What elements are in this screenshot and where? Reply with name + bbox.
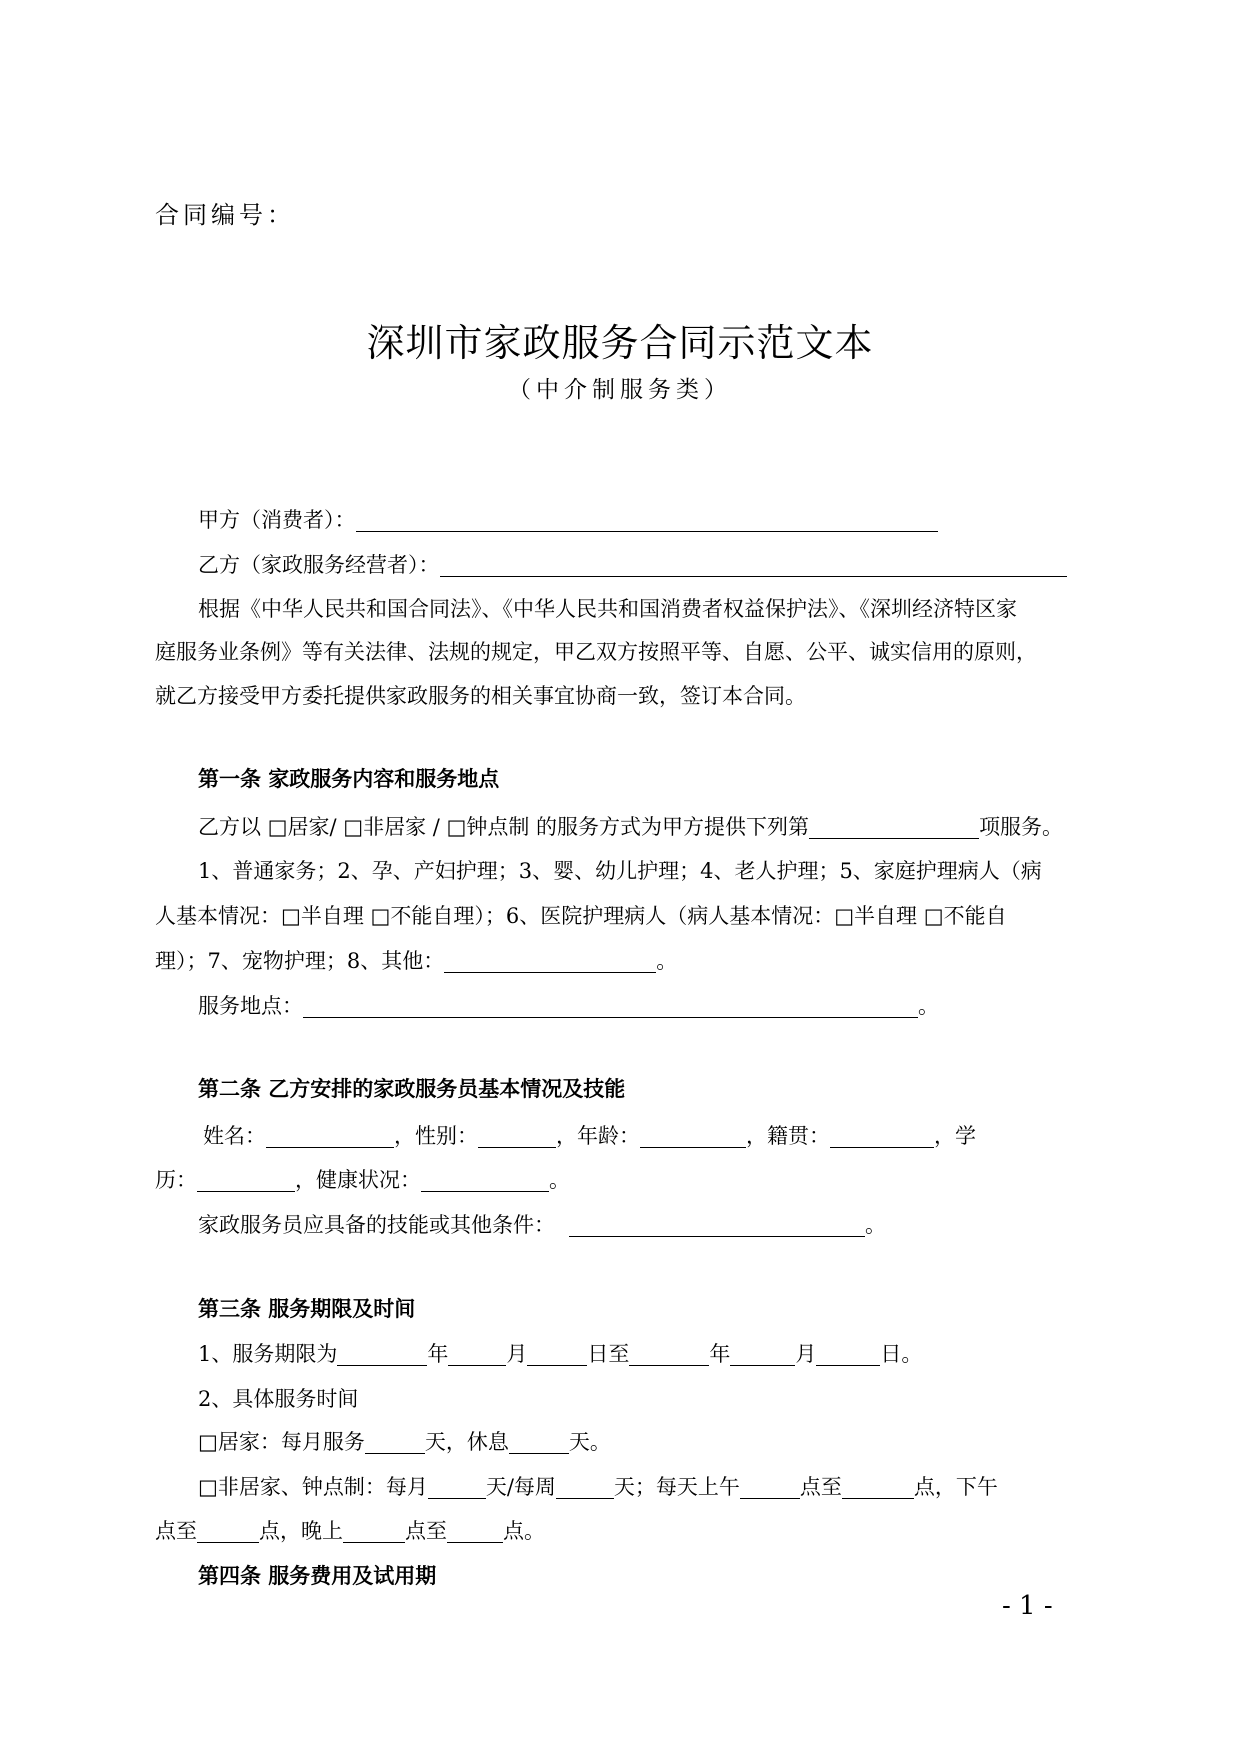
to-label: 点至: [799, 1475, 842, 1499]
afternoon-label: 点，下午: [913, 1475, 998, 1499]
party-a-line: [198, 505, 938, 535]
to-label: 点至: [405, 1519, 447, 1543]
morning-end-blank[interactable]: [842, 1478, 914, 1499]
service-mode-text: 乙方以 □居家/ □非居家 / □钟点制 的服务方式为甲方提供下列第: [198, 815, 810, 839]
service-period-line: [198, 1339, 922, 1369]
evening-label: 点，晚上: [259, 1519, 343, 1543]
party-b-line: [198, 550, 1067, 580]
to-label: 点至: [155, 1519, 197, 1543]
article-2-heading: 第二条 乙方安排的家政服务员基本情况及技能: [198, 1076, 626, 1101]
education-label-part-1: ，学: [934, 1124, 976, 1148]
monthly-days-blank[interactable]: [428, 1478, 486, 1499]
day-label: 日。: [880, 1342, 923, 1366]
intro-line-2: 庭服务业条例》等有关法律、法规的规定，甲乙双方按照平等、自愿、公平、诚实信用的原则，: [155, 640, 1037, 664]
month-label: 月: [506, 1342, 528, 1366]
document-title: 深圳市家政服务合同示范文本: [366, 321, 874, 365]
start-year-blank[interactable]: [337, 1345, 427, 1366]
page-number: - 1 -: [1002, 1591, 1053, 1621]
days-label: 天。: [568, 1430, 611, 1454]
service-location-label: 服务地点：: [198, 994, 303, 1018]
health-blank[interactable]: [421, 1171, 549, 1192]
article-1-heading: 第一条 家政服务内容和服务地点: [198, 766, 500, 791]
evening-start-blank[interactable]: [343, 1522, 405, 1543]
live-in-line: [198, 1427, 611, 1457]
contract-number-label: 合同编号：: [155, 201, 295, 229]
period: 。: [549, 1168, 570, 1192]
service-location-blank[interactable]: [303, 997, 918, 1018]
live-in-label: □居家：每月服务: [198, 1430, 365, 1454]
rest-label: 天，休息: [424, 1430, 509, 1454]
party-a-label: 甲方（消费者）：: [198, 508, 356, 532]
evening-end-blank[interactable]: [447, 1522, 503, 1543]
name-label: 姓名：: [203, 1124, 266, 1148]
intro-line-3: 就乙方接受甲方委托提供家政服务的相关事宜协商一致，签订本合同。: [155, 684, 806, 708]
rest-days-blank[interactable]: [509, 1433, 569, 1454]
end-day-blank[interactable]: [816, 1345, 880, 1366]
hourly-label: □非居家、钟点制：每月: [198, 1475, 428, 1499]
weekly-days-blank[interactable]: [556, 1478, 614, 1499]
skills-blank[interactable]: [569, 1216, 865, 1237]
hourly-line-2: [155, 1516, 545, 1546]
service-time-heading: 2、具体服务时间: [198, 1387, 359, 1411]
article-2-line-3: [198, 1210, 886, 1240]
origin-label: ，籍贯：: [746, 1124, 830, 1148]
education-blank[interactable]: [197, 1171, 295, 1192]
morning-label: 天；每天上午: [613, 1475, 740, 1499]
article-4-heading: 第四条 服务费用及试用期: [198, 1563, 437, 1588]
year-label: 年: [427, 1342, 449, 1366]
party-a-blank[interactable]: [356, 511, 938, 532]
service-period-label: 1、服务期限为: [198, 1342, 338, 1366]
service-location-line: [198, 991, 939, 1021]
start-month-blank[interactable]: [448, 1345, 506, 1366]
gender-blank[interactable]: [478, 1127, 556, 1148]
skills-label: 家政服务员应具备的技能或其他条件：: [198, 1213, 555, 1237]
weekly-label: 天/每周: [485, 1475, 556, 1499]
article-1-line-3: 人基本情况：□半自理 □不能自理）；6、医院护理病人（病人基本情况：□半自理 □不能自: [155, 904, 1007, 928]
education-label-part-2: 历：: [155, 1168, 197, 1192]
service-item-blank[interactable]: [809, 818, 979, 839]
other-service-blank[interactable]: [444, 952, 656, 973]
end-year-blank[interactable]: [629, 1345, 709, 1366]
party-b-label: 乙方（家政服务经营者）：: [198, 553, 440, 577]
period: 。: [656, 949, 678, 973]
article-2-line-2: [155, 1165, 570, 1195]
health-label: ，健康状况：: [295, 1168, 421, 1192]
name-blank[interactable]: [266, 1127, 394, 1148]
party-b-blank[interactable]: [440, 556, 1067, 577]
hour-end-label: 点。: [503, 1519, 545, 1543]
period: 。: [918, 994, 939, 1018]
article-2-line-1: [203, 1121, 976, 1151]
start-day-blank[interactable]: [527, 1345, 587, 1366]
afternoon-end-blank[interactable]: [197, 1522, 259, 1543]
article-1-line-1: [198, 812, 1063, 842]
other-service-label: 理）；7、宠物护理；8、其他：: [155, 949, 445, 973]
article-1-line-4: [155, 946, 677, 976]
article-1-line-2: 1、普通家务；2、孕、产妇护理；3、婴、幼儿护理；4、老人护理；5、家庭护理病人（病: [198, 859, 1042, 883]
hourly-line-1: [198, 1472, 998, 1502]
morning-start-blank[interactable]: [740, 1478, 800, 1499]
document-subtitle: （中介制服务类）: [508, 377, 732, 403]
period: 。: [865, 1213, 886, 1237]
article-3-heading: 第三条 服务期限及时间: [198, 1296, 416, 1321]
origin-blank[interactable]: [830, 1127, 934, 1148]
year-label: 年: [709, 1342, 731, 1366]
end-month-blank[interactable]: [730, 1345, 795, 1366]
month-label: 月: [795, 1342, 817, 1366]
service-item-suffix: 项服务。: [979, 815, 1064, 839]
age-blank[interactable]: [640, 1127, 746, 1148]
days-served-blank[interactable]: [365, 1433, 425, 1454]
age-label: ，年龄：: [556, 1124, 640, 1148]
intro-line-1: 根据《中华人民共和国合同法》、《中华人民共和国消费者权益保护法》、《深圳经济特区家: [198, 597, 1017, 621]
gender-label: ，性别：: [394, 1124, 478, 1148]
to-label: 日至: [587, 1342, 630, 1366]
